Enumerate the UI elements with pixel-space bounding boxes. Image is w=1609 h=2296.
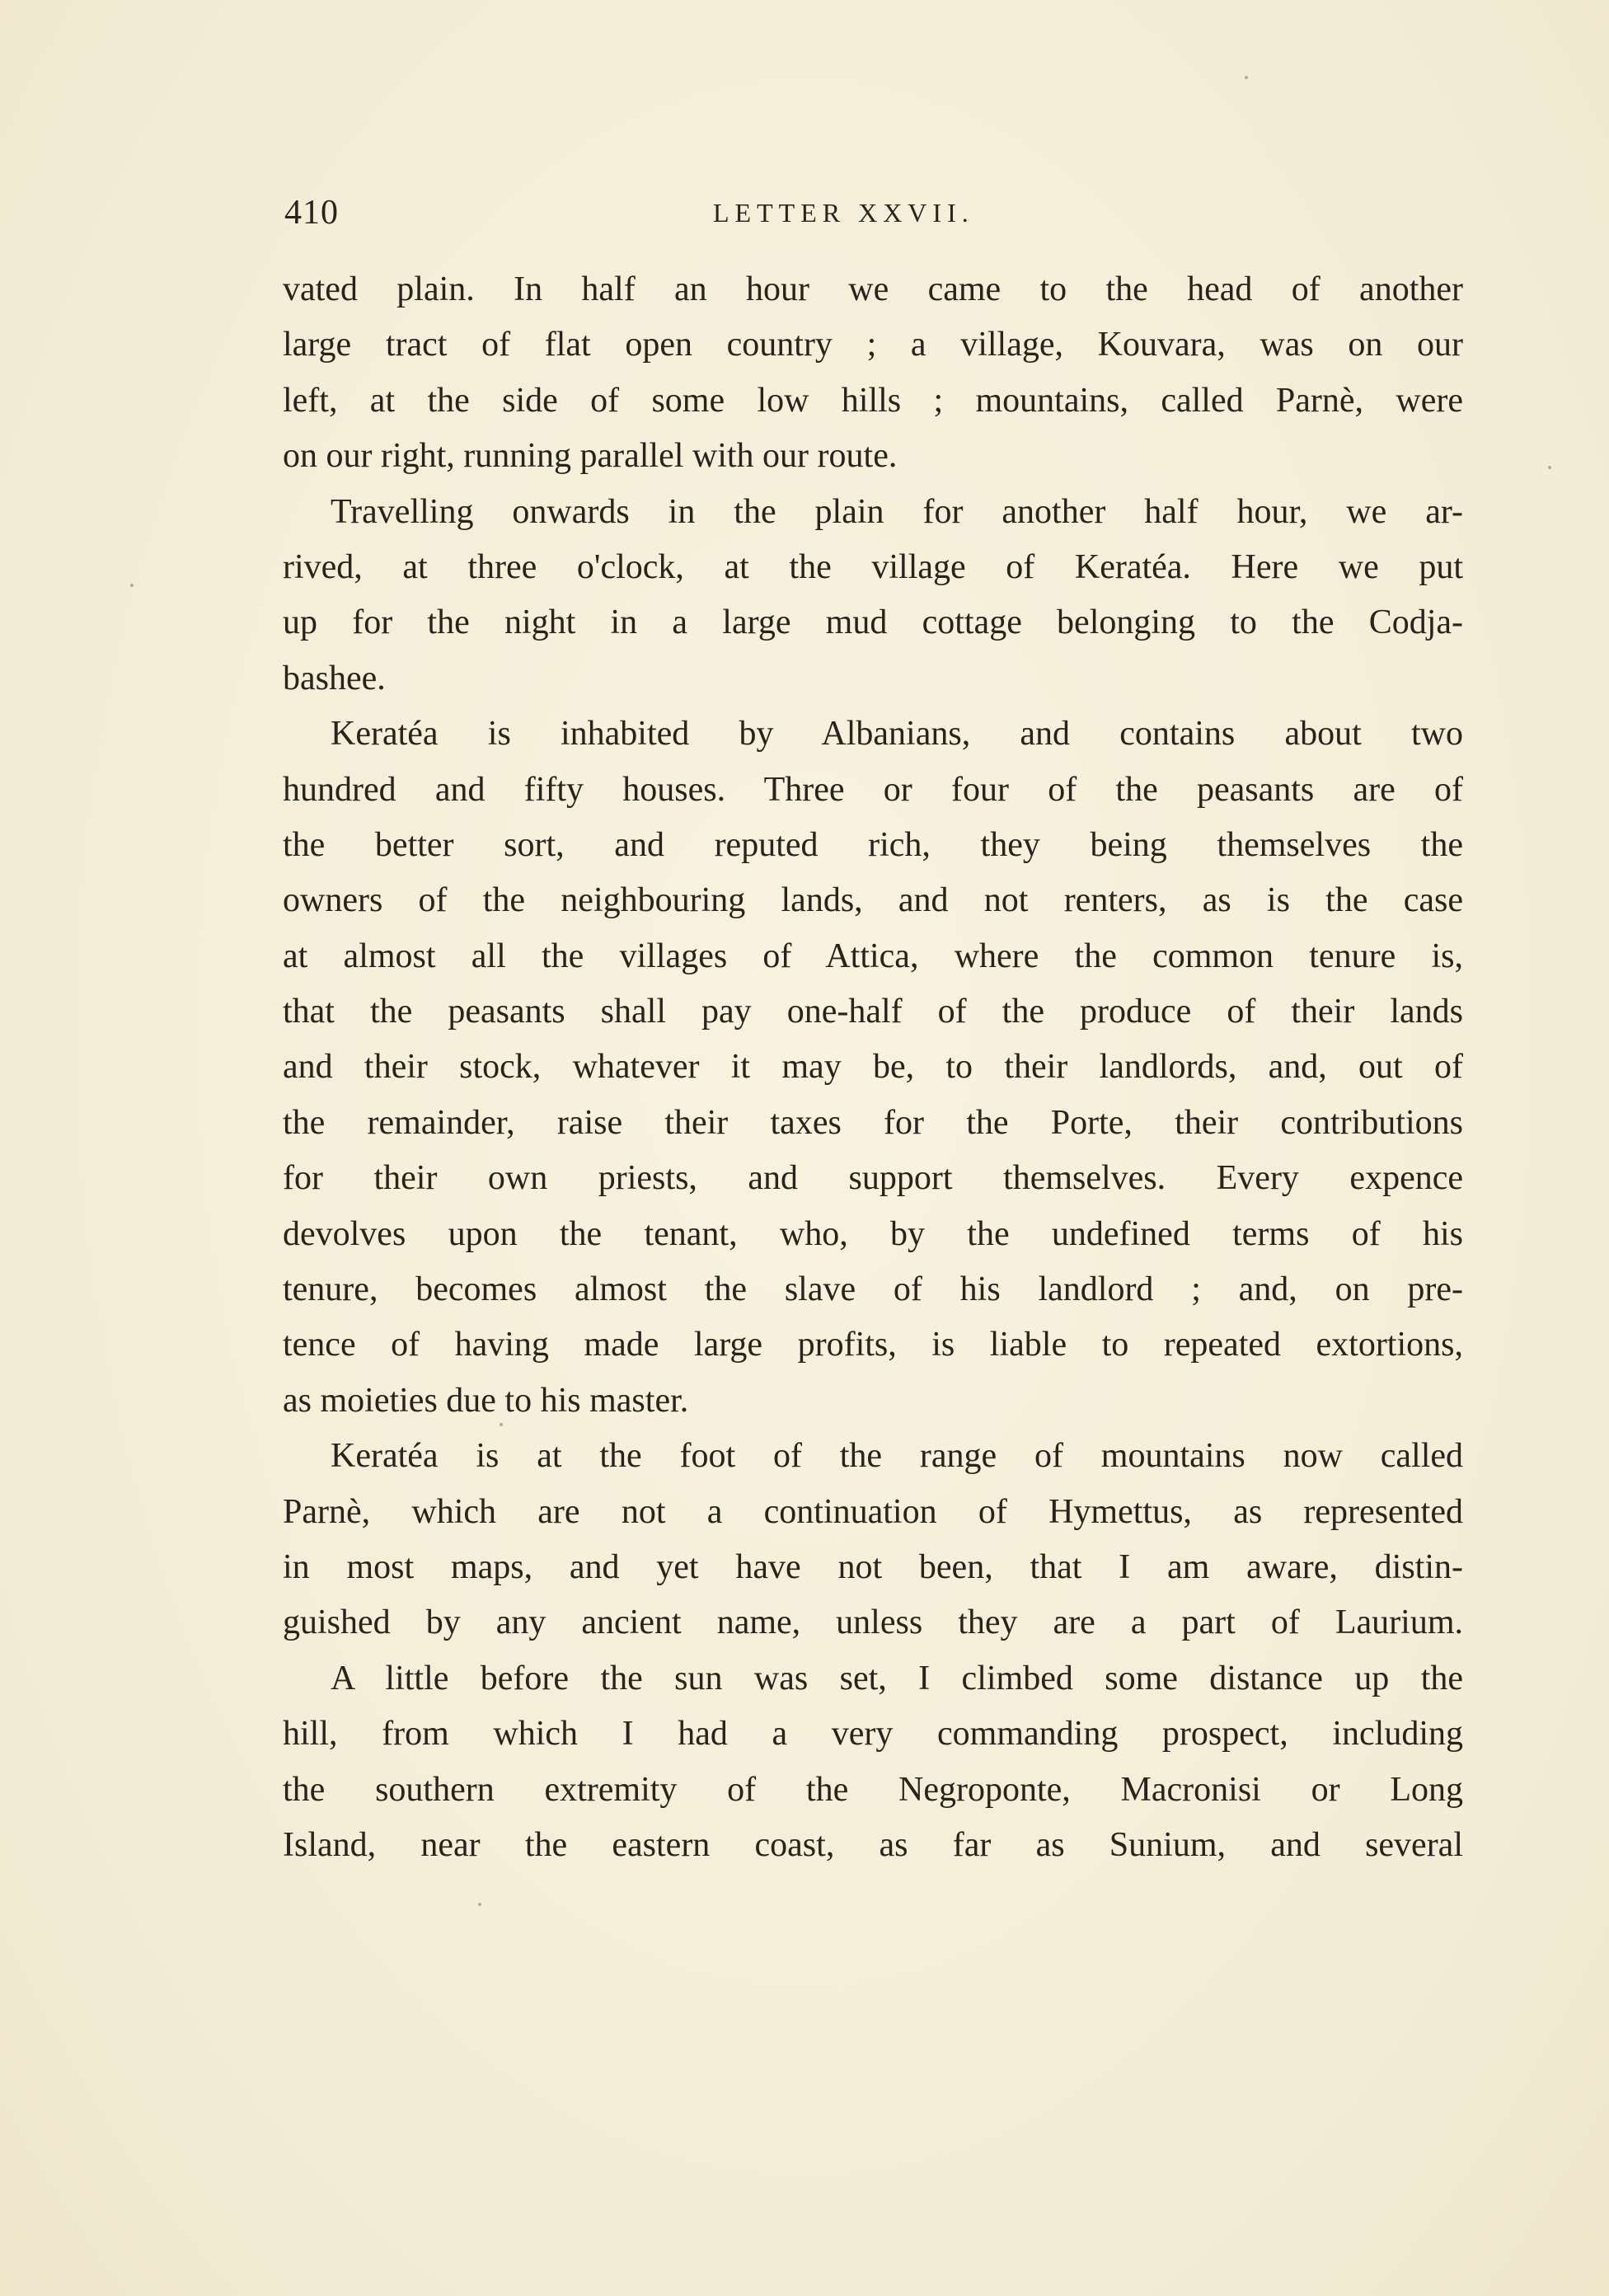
text-line: Parnè, which are not a continuation of Hymettus, as represented	[283, 1492, 1463, 1531]
text-line: Travelling onwards in the plain for another half hour, we ar-	[331, 492, 1463, 531]
text-line: Island, near the eastern coast, as far as Sunium, and several	[283, 1825, 1463, 1864]
text-line: devolves upon the tenant, who, by the undefined terms of his	[283, 1214, 1463, 1253]
text-line: tenure, becomes almost the slave of his landlord ; and, on pre-	[283, 1270, 1463, 1309]
text-line: large tract of flat open country ; a village, Kouvara, was on our	[283, 326, 1463, 364]
running-head: LETTER XXVII.	[713, 198, 974, 228]
text-line: hill, from which I had a very commanding prospect, including	[283, 1715, 1463, 1754]
text-line: in most maps, and yet have not been, that I am aware, distin-	[283, 1547, 1463, 1586]
text-line: Keratéa is inhabited by Albanians, and contains about two	[331, 715, 1463, 754]
paper-speck	[1245, 76, 1248, 79]
text-line: owners of the neighbouring lands, and not renters, as is the case	[283, 881, 1463, 920]
text-line: the better sort, and reputed rich, they being themselves the	[283, 825, 1463, 864]
text-line: for their own priests, and support themselves. Every expence	[283, 1159, 1463, 1198]
text-line: that the peasants shall pay one-half of the produce of their lands	[283, 993, 1463, 1031]
paper-speck	[1548, 466, 1551, 469]
text-line: vated plain. In half an hour we came to the head of another	[283, 270, 1463, 308]
text-line: tence of having made large profits, is liable to repeated extortions,	[283, 1326, 1463, 1364]
text-line: the remainder, raise their taxes for the Porte, their contributions	[283, 1103, 1463, 1142]
text-line: at almost all the villages of Attica, where the common tenure is,	[283, 937, 1463, 975]
page-number: 410	[284, 194, 339, 232]
text-line: the southern extremity of the Negroponte, Macronisi or Long	[283, 1770, 1463, 1809]
text-line: hundred and fifty houses. Three or four of the peasants are of	[283, 770, 1463, 809]
text-line: and their stock, whatever it may be, to their landlords, and, out of	[283, 1048, 1463, 1087]
body-text	[283, 262, 1463, 1873]
text-line: as moieties due to his master.	[283, 1381, 689, 1420]
paper-speck	[500, 1423, 503, 1426]
paper-speck	[130, 584, 134, 587]
text-line: Keratéa is at the foot of the range of mountains now called	[331, 1437, 1463, 1476]
text-line: guished by any ancient name, unless they are a part of Laurium.	[283, 1603, 1463, 1642]
text-line: on our right, running parallel with our route.	[283, 437, 898, 476]
paper-speck	[478, 1903, 481, 1906]
text-line: A little before the sun was set, I climbed some distance up the	[331, 1659, 1463, 1697]
page-header	[284, 188, 1463, 237]
text-line: bashee.	[283, 659, 386, 697]
text-line: up for the night in a large mud cottage belonging to the Codja-	[283, 603, 1463, 642]
text-line: rived, at three o'clock, at the village of Keratéa. Here we put	[283, 547, 1463, 586]
text-line: left, at the side of some low hills ; mountains, called Parnè, were	[283, 381, 1463, 420]
